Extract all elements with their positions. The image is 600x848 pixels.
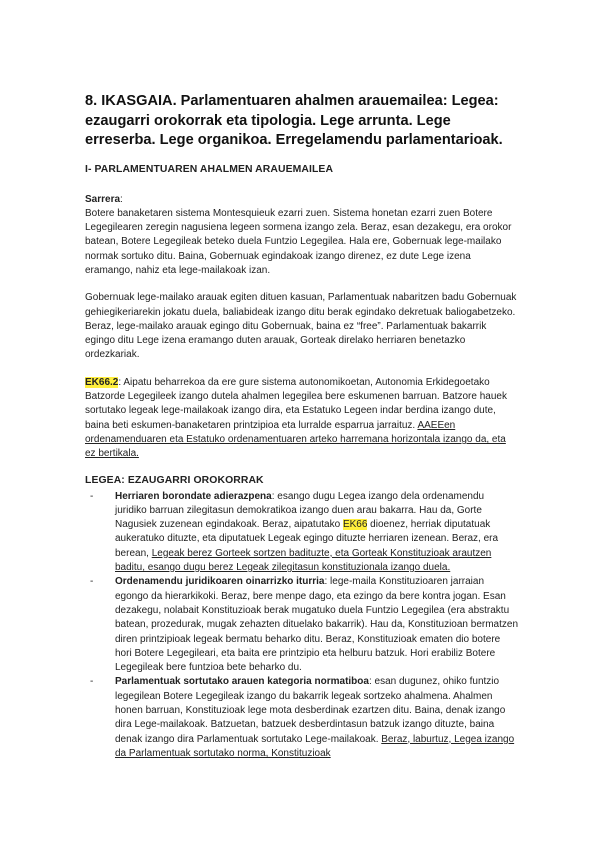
list-dash: - [90,576,94,588]
list-item-bold: Herriaren borondate adierazpena [115,490,272,502]
list-item [90,675,518,761]
sarrera-colon: : [120,193,123,205]
section-heading-ahalmen-arauemailea: I- PARLAMENTUAREN AHALMEN ARAUEMAILEA [85,163,334,175]
list-item-underlined: Beraz, laburtuz, Legea izango da Parlamentuak sortutako norma, Konstituzioak [115,733,515,759]
list-item [90,490,518,576]
list-item [90,575,518,675]
list-item-text-a: : esan dugunez, ohiko funtzio legegilean Botere Legegileak izango du bakarrik legeak sortzeko ahalmena. Ahalmen honen barruan, Konstituzioak lege mota desberdinak ezartzen ditu. Baina, denak izango dira Lege-mailakoak. Batzuetan, batzuek desberdintasun batzuk izango dituzte, baina denak izango dira Parlamentuak sortutako Lege-mailakoak. [115,676,506,745]
list-item-bold: Ordenamendu juridikoaren oinarrizko iturria [115,576,325,588]
list-dash: - [90,676,94,688]
sarrera-label: Sarrera [85,193,121,205]
sarrera-label-line [85,193,518,207]
ek66-2-text: : Aipatu beharrekoa da ere gure sistema autonomikoetan, Autonomia Erkidegoetako Batzorde Legegileek izango dutela ahalmen legegilea bere eskumenen barruan. Batzore hauek sortutako legeak lege-mailakoak izango dira, eta Estatuko Legeen indar berdina izango dute, baina beti eskumen-banaketaren printzipioa eta lurralde esparrua jarraituz. [85,376,507,431]
list-item-bold: Parlamentuak sortutako arauen kategoria normatiboa [115,676,369,688]
ek66-2-highlight: EK66.2 [85,376,119,388]
paragraph-montesquieu: Botere banaketaren sistema Montesquieuk ezarri zuen. Sistema honetan ezarri zuen Botere Legegilearen zeregin nagusiena legeen sormena izango zela. Beraz, esan dezakegu, era orokor batean, Botere Legegileak beteko duela Funtzio Legegilea. Hala ere, Gobernuak lege-mailako normak sortuko ditu. Baina, Gobernuak egindakoak izango direnez, ez dute Lege izena eramango, nahiz eta lege-mailakoak izan. [85,207,512,276]
paragraph-gobernua: Gobernuak lege-mailako arauak egiten dituen kasuan, Parlamentuak nabaritzen badu Gobernuak gehiegikeriarekin jokatu duela, baliabideak izango ditu berak egindako dekretuak baliogabetzeko. Beraz, lege-mailako arauak egingo ditu Gobernuak, baina ez “free”. Parlamentuak bakarrik egingo ditu Lege izena eramango duten arauak, Gorteak direlako herriaren benetazko ordezkariak. [85,292,517,361]
list-item-text-a: : lege-maila Konstituzioaren jarraian egongo da hierarkikoki. Beraz, bere menpe dago, eta ezingo da bere kontra jogan. Esan dezakegu, nolabait Konstituzioak berak mugatuko duela Funtzio Legegilea (era abstraktu batean, prozedurak, mugak zehazten dituelako bakarrik). Hau da, Konstituzioan bermatzen diren printzipioak legeak bermatu beharko ditu. Beraz, Konstituzioak ematen dio botere hori Botere Legegileari, eta baita ere printzipio eta helburu batzuk. Hori erabiliz Botere Legegileak bere funtzioa bete beharko du. [115,576,519,674]
ek66-highlight: EK66 [342,519,368,531]
list-item-text-b: dioenez, herriak diputatuak aukeratuko dituzte, eta diputatuek Legeak egingo dituzte herriaren izenean. Beraz, era berean, [115,519,499,559]
list-item-text-a: : esango dugu Legea izango dela ordenamendu juridiko barruan zilegitasun demokratikoa izango duen arau bakarra. Hau da, Gorte Nagusiek zuzenean egindakoak. Beraz, aipatutako [115,490,485,531]
section-heading-legea: LEGEA: EZAUGARRI OROKORRAK [85,474,264,486]
list-item-underlined: Legeak berez Gorteek sortzen badituzte, eta Gorteak Konstituzioak arautzen baditu, esango dugu berez Legeak zilegitasun konstituzionala izango duela. [115,547,492,574]
document-title: 8. IKASGAIA. Parlamentuaren ahalmen arauemailea: Legea: ezaugarri orokorrak eta tipologia. Lege arrunta. Lege erreserba. Lege organikoa. Erregelamendu parlamentarioak. [85,93,503,148]
ek66-2-underlined: AAEEen ordenamenduaren eta Estatuko ordenamentuaren arteko harremana horizontala izango da, eta ez bertikala. [85,419,506,460]
characteristics-list [85,490,518,762]
paragraph-ek66-2 [85,376,518,462]
list-dash: - [90,490,94,502]
